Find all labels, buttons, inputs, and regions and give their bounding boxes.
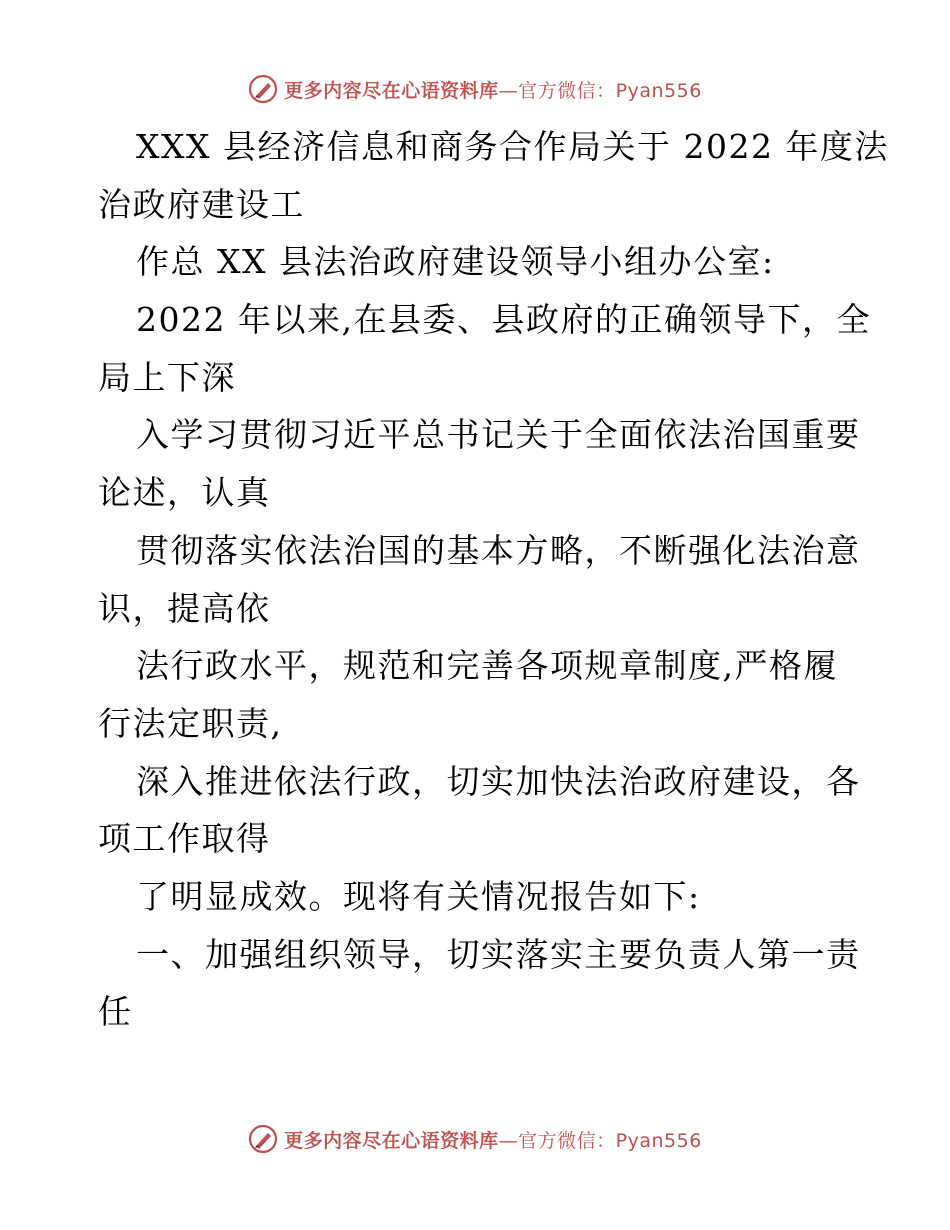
watermark-separator: — xyxy=(498,79,519,102)
watermark-contact: 官方微信：Pyan556 xyxy=(518,79,702,102)
watermark-text xyxy=(284,1126,702,1153)
document-line: 贯彻落实依法治国的基本方略，不断强化法治意 xyxy=(136,530,861,570)
document-line: 一、加强组织领导，切实落实主要负责人第一责 xyxy=(136,934,861,974)
document-line: 深入推进依法行政，切实加快法治政府建设，各 xyxy=(136,761,861,801)
watermark-separator: — xyxy=(498,1129,519,1152)
document-line: 作总 XX 县法治政府建设领导小组办公室: xyxy=(136,242,775,282)
document-body xyxy=(98,118,889,1041)
pen-logo-icon xyxy=(248,1124,278,1154)
watermark-contact: 官方微信：Pyan556 xyxy=(518,1129,702,1152)
document-line: 法行政水平，规范和完善各项规章制度,严格履 xyxy=(136,646,838,686)
document-line: 局上下深 xyxy=(98,357,236,397)
document-line: 任 xyxy=(98,992,133,1032)
watermark-text xyxy=(284,76,702,103)
watermark-footer xyxy=(0,1124,950,1154)
document-line: 论述，认真 xyxy=(98,473,271,513)
document-line: 行法定职责, xyxy=(98,703,283,743)
document-line: XXX 县经济信息和商务合作局关于 2022 年度法 xyxy=(136,127,889,166)
pen-logo-icon xyxy=(248,74,278,104)
watermark-header xyxy=(0,74,950,104)
watermark-brand: 更多内容尽在心语资料库 xyxy=(284,1129,499,1152)
document-line: 治政府建设工 xyxy=(98,184,305,224)
document-line: 识，提高依 xyxy=(98,588,271,628)
document-line: 2022 年以来,在县委、县政府的正确领导下，全 xyxy=(136,300,871,340)
document-line: 了明显成效。现将有关情况报告如下: xyxy=(136,876,701,916)
document-line: 入学习贯彻习近平总书记关于全面依法治国重要 xyxy=(136,415,861,455)
watermark-brand: 更多内容尽在心语资料库 xyxy=(284,79,499,102)
document-line: 项工作取得 xyxy=(98,819,271,859)
